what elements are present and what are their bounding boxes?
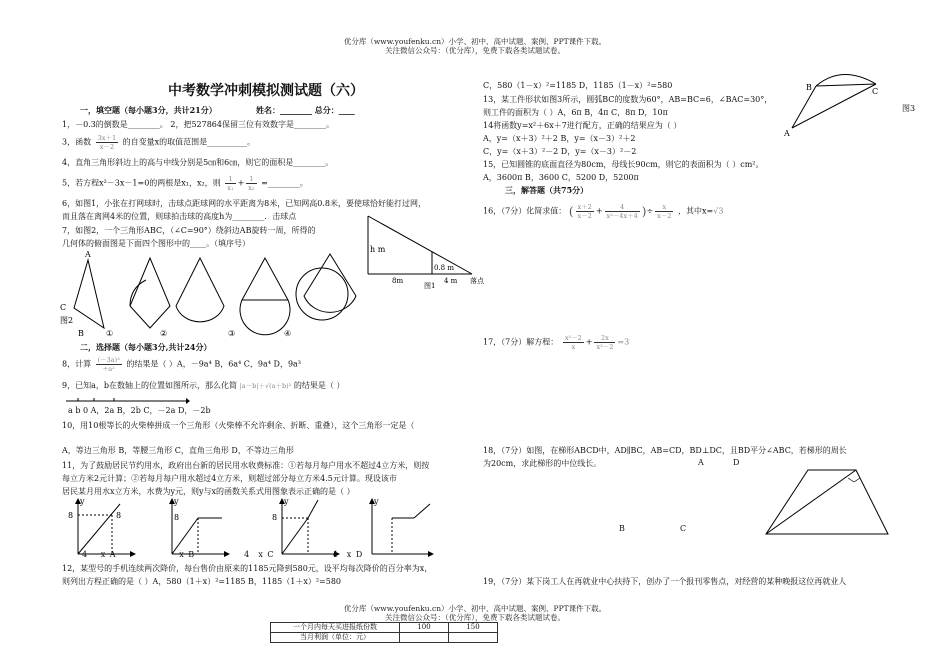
question-11-line-3: 居民某月用水x立方米，水费为y元，则y与x的函数关系式用图象表示正确的是（ ） <box>62 487 355 496</box>
question-14-line-3: C，y=（x＋3）²－2 D，y=（x－3）²－2 <box>483 147 637 156</box>
table-cell: 100 <box>400 623 449 633</box>
fig1-landing-label: 落点 <box>470 277 484 285</box>
question-6-line-1: 6，如图1，小张在打网球时，击球点距球网的水平距离为8米，已知网高0.8米，要使球恰好能打过网， <box>62 199 426 208</box>
option-1-label: ① <box>106 329 114 338</box>
section2-heading: 二，选择题（每小题3分,共计24分） <box>80 342 212 352</box>
page-title: 中考数学冲刺模拟测试题（六） <box>168 83 364 99</box>
question-1-2: 1，－0.3的倒数是________。 2，把527864保留三位有效数字是________。 <box>62 120 334 129</box>
graph-a-8b: 8 <box>116 511 122 520</box>
table-cell: 一个月内每天买进报纸份数 <box>271 623 400 633</box>
fig3-label-C: C <box>872 87 879 96</box>
question-12-line-1: 12，某型号的手机连续两次降价，每台售价由原来的1185元降到580元，设平均每次降价的百分率为x， <box>62 564 433 573</box>
question-11-line-2: 每立方米2元计算；②若每月每户用水超过4立方米，则超过部分每立方米4.5元计算。现设该市 <box>62 474 397 483</box>
q18-label-C: C <box>680 524 687 533</box>
fig1-h-label: h m <box>370 245 386 254</box>
question-7-line-1: 7，如图2，一个三角形ABC，（∠C=90°）绕斜边AB旋转一周，所得的 <box>62 226 316 235</box>
question-10-line-2: A，等边三角形 B，等腰三角形 C，直角三角形 D，不等边三角形 <box>62 446 294 455</box>
option-4-label: ④ <box>284 329 292 338</box>
table-row <box>271 633 498 643</box>
graph-b-y: y <box>174 497 179 506</box>
question-15-line-1: 15，已知圆锥的底面直径为80cm，母线长90cm，则它的表面积为（ ）cm²。 <box>483 160 764 169</box>
section1-heading: 一，填空题（每小题3分，共计21分） <box>80 105 217 115</box>
q18-label-A: A <box>698 458 704 467</box>
table-row <box>271 623 498 633</box>
table-cell <box>400 633 449 643</box>
fig2-label-B: B <box>78 329 84 338</box>
fig3-label-A: A <box>784 129 790 138</box>
q18-label-B: B <box>619 524 625 533</box>
number-line <box>66 395 190 405</box>
fig1-4m-label: 4 m <box>444 277 458 285</box>
option-4-shape <box>300 252 360 328</box>
footer-line-2: 关注微信公众号：（优分库），免费下载各类试题试卷。 <box>385 613 565 622</box>
question-9: 9，已知a，b在数轴上的位置如图所示，那么化简 |a－b|＋√(a＋b)² 的结果是（ ） <box>62 381 345 390</box>
fig1-net-label: 0.8 m <box>434 264 454 272</box>
fig3-label-B: B <box>806 83 812 92</box>
fig2-label-A: A <box>85 250 91 259</box>
option-2-label: ② <box>160 329 168 338</box>
newspaper-profit-table <box>270 622 498 643</box>
question-8: 8，计算 $\frac{\text{(－3a)²}}{\text{÷a²}}$ 的结果是（ ）A，－9a⁴ B，6a⁴ C，9a⁴ D，9a³ <box>62 356 302 373</box>
question-7-line-2: 几何体的俯面图是下面四个图形中的____。（填序号） <box>62 239 250 248</box>
question-4: 4，直角三角形斜边上的高与中线分别是5㎝和6㎝，则它的面积是________。 <box>62 158 334 167</box>
question-15-line-2: A，3600π B，3600 C，5200 D，5200π <box>483 173 639 182</box>
graph-b-8: 8 <box>174 513 180 522</box>
question-13-line-2: 则工件的面积为（ ）A，6π B，4π C，8π D，10π <box>483 108 668 117</box>
question-14-line-2: A，y=（x＋3）²＋2 B，y=（x－3）²＋2 <box>483 134 636 143</box>
footer-line-1: 优分库（www.youfenku.cn）小学、初中、高中试题、案例、PPT课件下载。 <box>343 604 607 613</box>
question-13-line-1: 13，某工件形状如图3所示，圆弧BC的度数为60°，AB=BC=6，∠BAC=30°， <box>483 95 773 104</box>
question-12-line-3: C，580（1－x）²=1185 D，1185（1－x）²=580 <box>483 81 673 90</box>
header-line-2: 关注微信公众号：（优分库），免费下载各类试题试卷。 <box>385 46 565 55</box>
figure-3-sector <box>780 70 900 140</box>
graph-axis-labels: 4 x A x B 4 x C 4 x D <box>82 550 363 559</box>
table-cell <box>449 633 498 643</box>
question-17: 17，（7分）解方程： $\frac{\text{x²－2}}{x}$ + $\frac{2x}{\text{x²－2}}$ =3 <box>483 334 630 351</box>
question-18-line-1: 18，（7分）如图，在梯形ABCD中，AD∥BC，AB=CD，BD⊥DC，且BD平分∠ABC，若梯形的周长 <box>483 446 847 455</box>
question-10-line-1: 10，用10根等长的火柴棒拼成一个三角形（火柴棒不允许剩余、折断、重叠），这个三角形一定是（ <box>62 421 415 430</box>
figure-1-tennis-diagram <box>362 212 492 288</box>
fig1-8m-label: 8m <box>392 277 404 285</box>
question-14-line-1: 14将函数y=x²＋6x＋7进行配方，正确的结果应为（ ） <box>483 121 682 130</box>
question-18-trapezoid <box>764 468 894 538</box>
question-5: 5，若方程x²－3x－1=0的两根是x₁，x₂，则 $\frac{1}{\text{x₁}}$ + $\frac{1}{\text{x₂}}$ =________。 <box>62 175 308 192</box>
question-9-options: a b 0 A，2a B，2b C，－2a D，－2b <box>68 406 211 415</box>
figure-3-caption: 图3 <box>902 104 916 113</box>
graph-c-8: 8 <box>272 513 278 522</box>
fig2-label-C: C <box>60 303 67 312</box>
question-19: 19，（7分）某下岗工人在再就业中心扶持下，创办了一个报刊零售点，对经营的某种晚报这位再就业人 <box>483 577 847 586</box>
question-6-line-2: 而且落在离网4米的位置，则球拍击球的高度h为________．击球点 <box>62 212 297 221</box>
option-3-label: ③ <box>228 329 236 338</box>
question-18-line-2: 为20cm，求此梯形的中位线长。 <box>483 459 602 468</box>
name-label: 姓名：________ 总分：____ <box>256 105 355 115</box>
fig2-caption: 图2 <box>60 316 74 325</box>
question-3: 3，函数 $\frac{3x+1}{x-2}$ 的自变量x的取值范围是__________。 <box>62 134 256 151</box>
q18-label-D: D <box>733 458 740 467</box>
table-cell: 150 <box>449 623 498 633</box>
table-cell: 当月利润（单位：元） <box>271 633 400 643</box>
question-12-line-2: 则列出方程正确的是（ ）A，580（1＋x）²=1185 B，1185（1＋x）²=580 <box>62 577 342 586</box>
graph-a-y: y <box>80 497 85 506</box>
question-11-line-1: 11，为了鼓励居民节约用水，政府出台新的居民用水收费标准：①若每月每户用水不超过4立方米，则按 <box>62 461 430 470</box>
header-line-1: 优分库（www.youfenku.cn）小学、初中、高中试题、案例、PPT课件下载。 <box>343 37 607 46</box>
graph-c-y: y <box>284 497 289 506</box>
fig1-label: 图1 <box>424 282 436 290</box>
graph-a-8: 8 <box>68 511 74 520</box>
question-16: 16，（7分）化简求值： ( $\frac{x+2}{x-2}$ + $\frac{4}{\text{x²－4x＋4}}$ )÷ $\frac{x}{x-2}$ ，其中x=√3 <box>483 203 724 220</box>
graph-d-y: y <box>374 497 379 506</box>
section3-heading: 三，解答题（共75分） <box>505 185 589 195</box>
